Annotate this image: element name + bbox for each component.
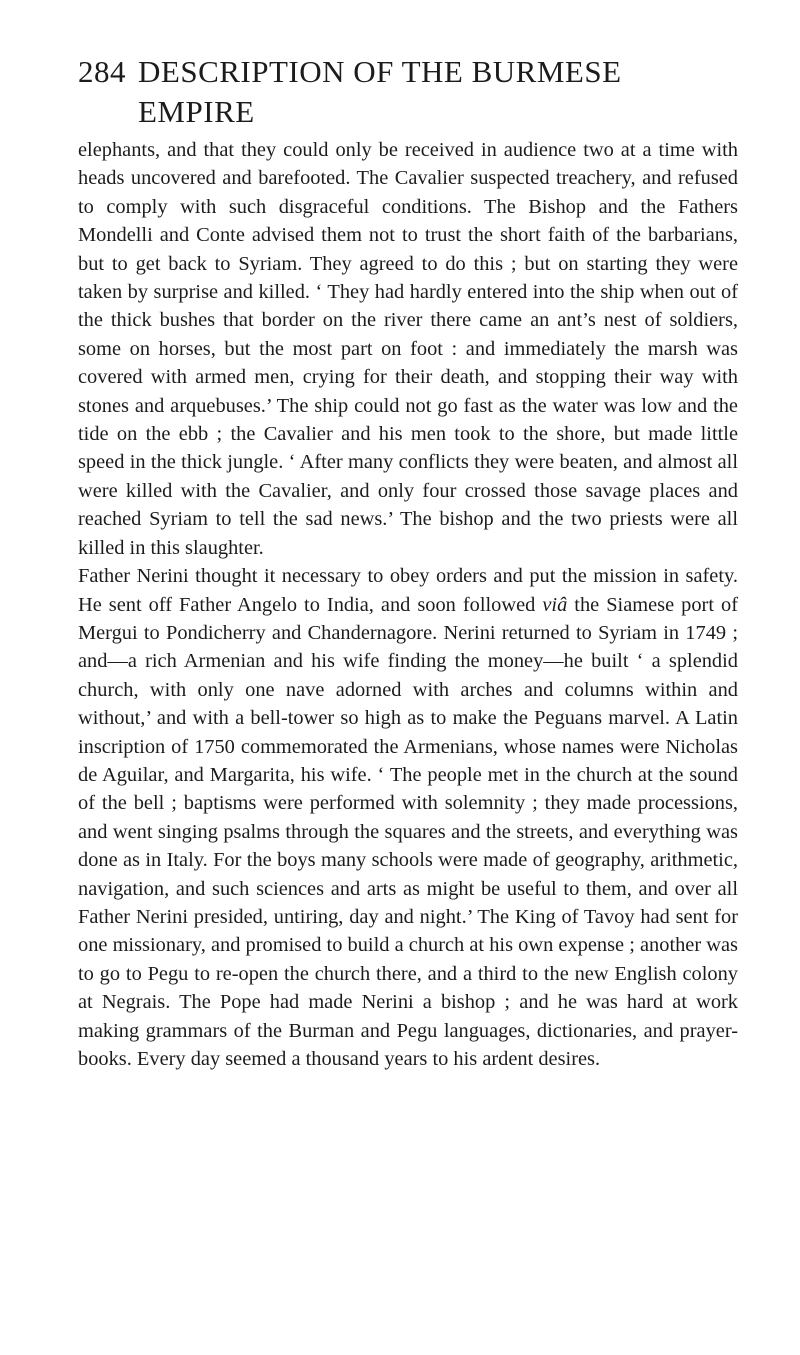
- body-text: [78, 136, 738, 1073]
- paragraph-1: elephants, and that they could only be received in audience two at a time with heads uncovered and barefooted. The Cavalier suspected treachery, and refused to comply with such disgraceful conditions. The Bishop and the Fathers Mondelli and Conte advised them not to trust the short faith of the barbarians, but to get back to Syriam. They agreed to do this ; but on starting they were taken by surprise and killed. ‘ They had hardly entered into the ship when out of the thick bushes that border on the river there came an ant’s nest of soldiers, some on horses, but the most part on foot : and immediately the marsh was covered with armed men, crying for their death, and stopping their way with stones and arquebuses.’ The ship could not go fast as the water was low and the tide on the ebb ; the Cavalier and his men took to the shore, but made little speed in the thick jungle. ‘ After many conflicts they were beaten, and almost all were killed with the Cavalier, and only four crossed those savage places and reached Syriam to tell the sad news.’ The bishop and the two priests were all killed in this slaughter.: [78, 139, 738, 559]
- page-number: 284: [78, 54, 126, 89]
- running-head: [78, 52, 738, 132]
- paragraph-2-part-1: Father Nerini thought it necessary to obey orders and put the mission in safety. He sent off Father Angelo to India, and soon followed: [78, 565, 738, 616]
- italic-via: viâ: [542, 593, 568, 616]
- paragraph-2: [78, 562, 738, 1073]
- running-title: DESCRIPTION OF THE BURMESE EMPIRE: [138, 54, 622, 129]
- paragraph-2-part-2: the Siamese port of Mergui to Pondicherry and Chandernagore. Nerini returned to Syriam in 1749 ; and—a rich Armenian and his wife finding the money—he built ‘ a splendid church, with only one nave adorned with arches and columns within and without,’ and with a bell-tower so high as to make the Peguans marvel. A Latin inscription of 1750 commemorated the Armenians, whose names were Nicholas de Aguilar, and Margarita, his wife. ‘ The people met in the church at the sound of the bell ; baptisms were performed with solemnity ; they made processions, and went singing psalms through the squares and the streets, and everything was done as in Italy. For the boys many schools were made of geography, arithmetic, navigation, and such sciences and arts as might be useful to them, and over all Father Nerini presided, untiring, day and night.’ The King of Tavoy had sent for one missionary, and promised to build a church at his own expense ; another was to go to Pegu to re-open the church there, and a third to the new English colony at Negrais. The Pope had made Nerini a bishop ; and he was hard at work making grammars of the Burman and Pegu languages, dictionaries, and prayer-books. Every day seemed a thousand years to his ardent desires.: [78, 593, 738, 1070]
- book-page: [78, 52, 738, 1073]
